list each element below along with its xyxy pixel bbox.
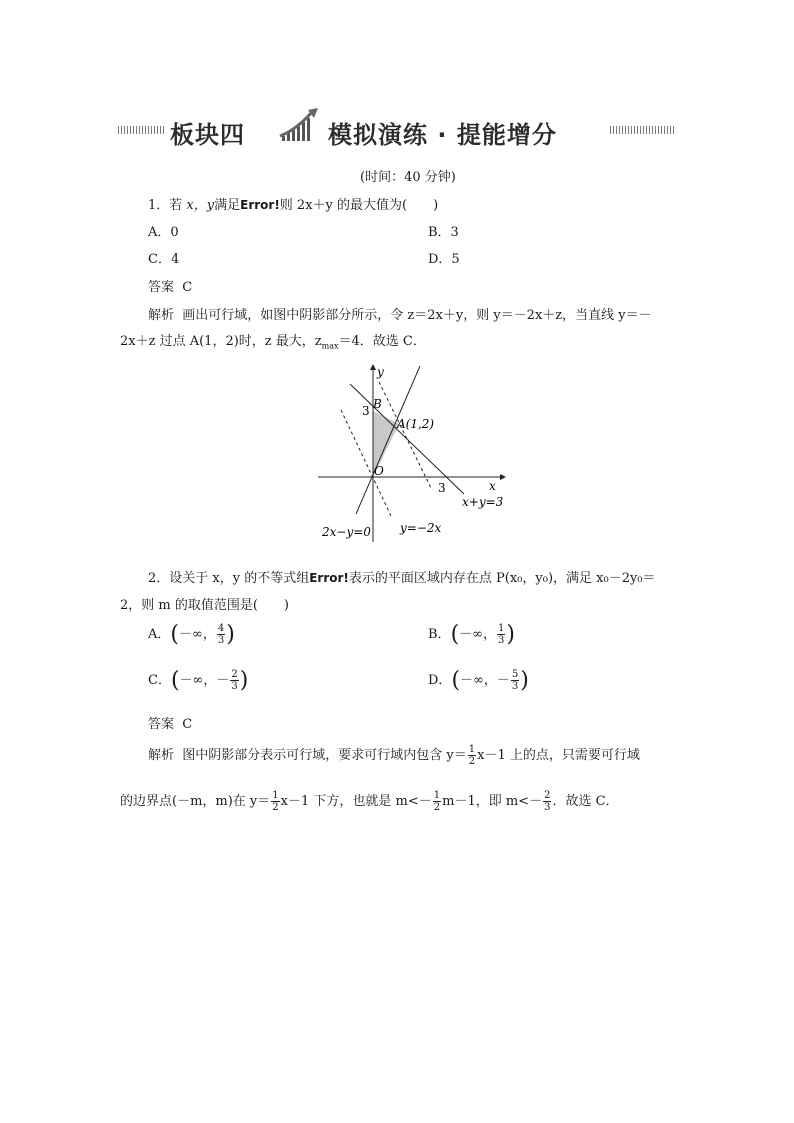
label-A: A(1,2) (397, 417, 435, 431)
banner-right-title: 模拟演练 · 提能增分 (328, 121, 557, 149)
label-line-x-plus-y: x+y=3 (462, 495, 504, 509)
q2-option-b: B．(－∞， $\frac{1}{3}$ ) (428, 622, 515, 647)
label-x: x (489, 479, 496, 493)
rising-bars-arrow-icon (278, 106, 320, 144)
q2-option-c: C．(－∞，－ $\frac{2}{3}$ ) (148, 668, 249, 693)
banner-right-stripe (610, 126, 676, 134)
q1-analysis-line1: 解析 画出可行域，如图中阴影部分所示，令 z＝2x＋y，则 y＝－2x＋z，当直线 y＝－ (148, 308, 652, 323)
q1-stem: 1．若 x，y满足Error!则 2x＋y 的最大值为( ) (148, 198, 439, 213)
tick-y3: 3 (362, 404, 370, 418)
label-y: y (377, 365, 384, 379)
label-B: B (373, 397, 382, 411)
q2-analysis-line2: 的边界点(－m，m)在 y＝ $\frac{1}{2}$ x－1 下方，也就是 m<－ $\frac{1}{2}$ m－1，即 m<－ $\frac{2}{3}$ ．故选 C． (120, 790, 619, 813)
x-axis-arrow (500, 474, 506, 480)
feasible-region-figure (312, 360, 518, 546)
label-line-2x-minus-y: 2x−y=0 (322, 525, 371, 539)
line-2x-minus-y-eq-0 (356, 366, 420, 514)
q1-option-a: A．0 (148, 225, 179, 240)
label-origin: O (374, 464, 384, 478)
banner-left-stripe (118, 126, 164, 134)
q2-analysis-line1: 解析 图中阴影部分表示可行域，要求可行域内包含 y＝ $\frac{1}{2}$ x－1 上的点，只需要可行域 (148, 744, 640, 767)
q1-answer: 答案 C (148, 280, 193, 295)
q2-option-a: A．(－∞， $\frac{4}{3}$ ) (148, 622, 235, 647)
time-note: (时间：40 分钟) (360, 170, 456, 185)
q2-stem-line1: 2．设关于 x，y 的不等式组Error!表示的平面区域内存在点 P(x₀，y₀)，满足 x₀－2y₀＝ (148, 571, 656, 586)
q1-option-d: D．5 (428, 252, 460, 267)
q2-option-d: D．(－∞，－ $\frac{5}{3}$ ) (428, 668, 529, 693)
q1-analysis-line2: 2x＋z 过点 A(1，2)时，z 最大，$z_{max}=4$．故选 C． (120, 334, 426, 351)
q1-option-c: C．4 (148, 252, 180, 267)
tick-x3: 3 (438, 481, 446, 495)
label-line-y-eq-neg2x: y=−2x (400, 521, 442, 535)
banner-left-title: 板块四 (170, 121, 245, 149)
q2-stem-line2: 2，则 m 的取值范围是( ) (120, 598, 290, 613)
section-banner (118, 112, 676, 152)
q2-answer: 答案 C (148, 717, 193, 732)
q1-option-b: B．3 (428, 225, 459, 240)
y-axis-arrow (370, 364, 376, 370)
